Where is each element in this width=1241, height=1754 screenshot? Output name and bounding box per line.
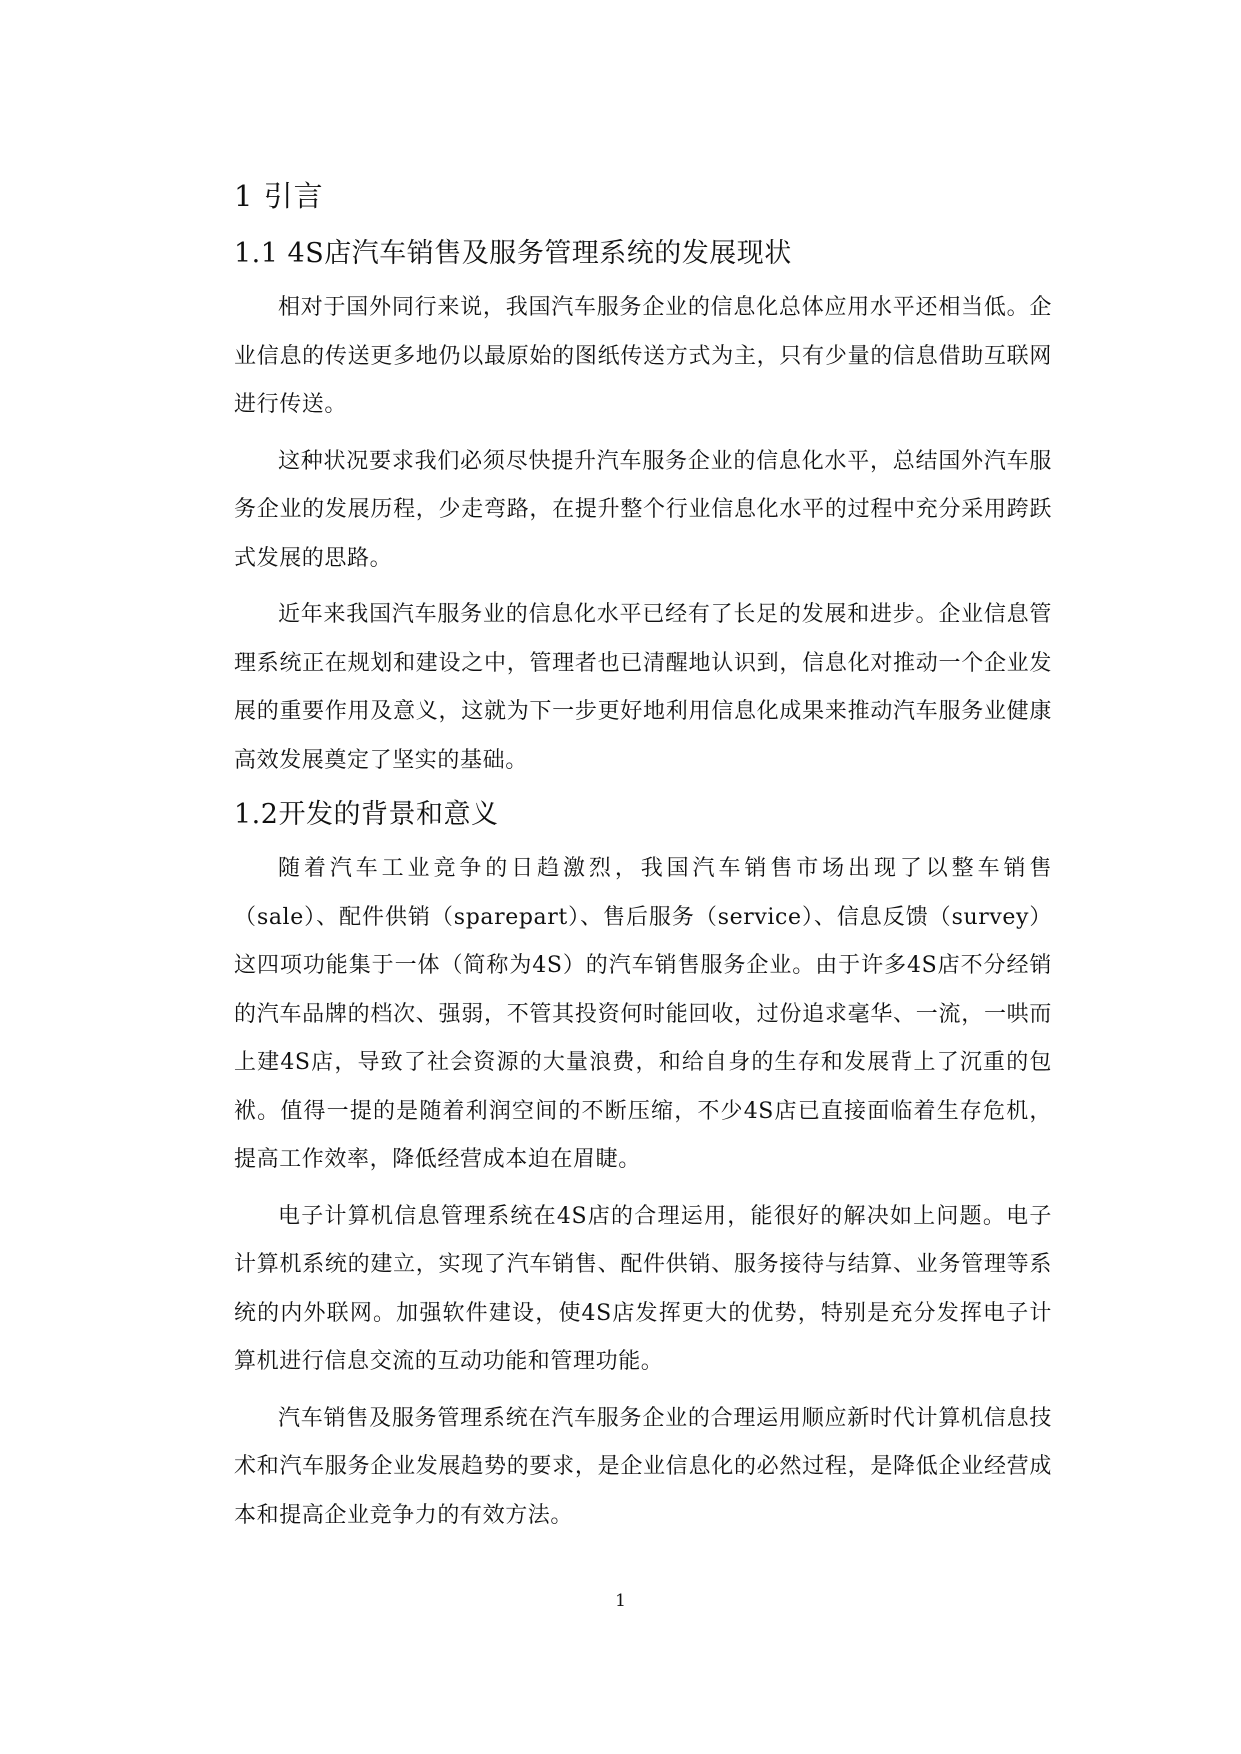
paragraph: 近年来我国汽车服务业的信息化水平已经有了长足的发展和进步。企业信息管理系统正在规划和建设之中，管理者也已清醒地认识到，信息化对推动一个企业发展的重要作用及意义，这就为下一步更好地利用信息化成果来推动汽车服务业健康高效发展奠定了坚实的基础。 [234, 602, 1052, 773]
chapter-title: 1 引言 [234, 179, 324, 213]
section-1-1 [234, 234, 1052, 785]
paragraph: 电子计算机信息管理系统在4S店的合理运用，能很好的解决如上问题。电子计算机系统的建立，实现了汽车销售、配件供销、服务接待与结算、业务管理等系统的内外联网。加强软件建设，使4S店发挥更大的优势，特别是充分发挥电子计算机进行信息交流的互动功能和管理功能。 [234, 1203, 1052, 1374]
paragraph: 这种状况要求我们必须尽快提升汽车服务企业的信息化水平，总结国外汽车服务企业的发展历程，少走弯路，在提升整个行业信息化水平的过程中充分采用跨跃式发展的思路。 [234, 448, 1052, 571]
section-heading: 1.1 4S店汽车销售及服务管理系统的发展现状 [234, 238, 792, 269]
page-number: 1 [615, 1591, 626, 1611]
section-1-2 [234, 795, 1052, 1540]
section-heading: 1.2开发的背景和意义 [234, 799, 499, 830]
paragraph: 随着汽车工业竞争的日趋激烈，我国汽车销售市场出现了以整车销售（sale）、配件供销（sparepart）、售后服务（service）、信息反馈（survey）这四项功能集于一体（简称为4S）的汽车销售服务企业。由于许多4S店不分经销的汽车品牌的档次、强弱，不管其投资何时能回收，过份追求毫华、一流，一哄而上建4S店，导致了社会资源的大量浪费，和给自身的生存和发展背上了沉重的包袱。值得一提的是随着利润空间的不断压缩，不少4S店已直接面临着生存危机，提高工作效率，降低经营成本迫在眉睫。 [234, 856, 1052, 1172]
paragraph: 相对于国外同行来说，我国汽车服务企业的信息化总体应用水平还相当低。企业信息的传送更多地仍以最原始的图纸传送方式为主，只有少量的信息借助互联网进行传送。 [234, 295, 1052, 417]
paragraph: 汽车销售及服务管理系统在汽车服务企业的合理运用顺应新时代计算机信息技术和汽车服务企业发展趋势的要求，是企业信息化的必然过程，是降低企业经营成本和提高企业竞争力的有效方法。 [234, 1405, 1052, 1528]
page-content [234, 176, 1052, 1548]
